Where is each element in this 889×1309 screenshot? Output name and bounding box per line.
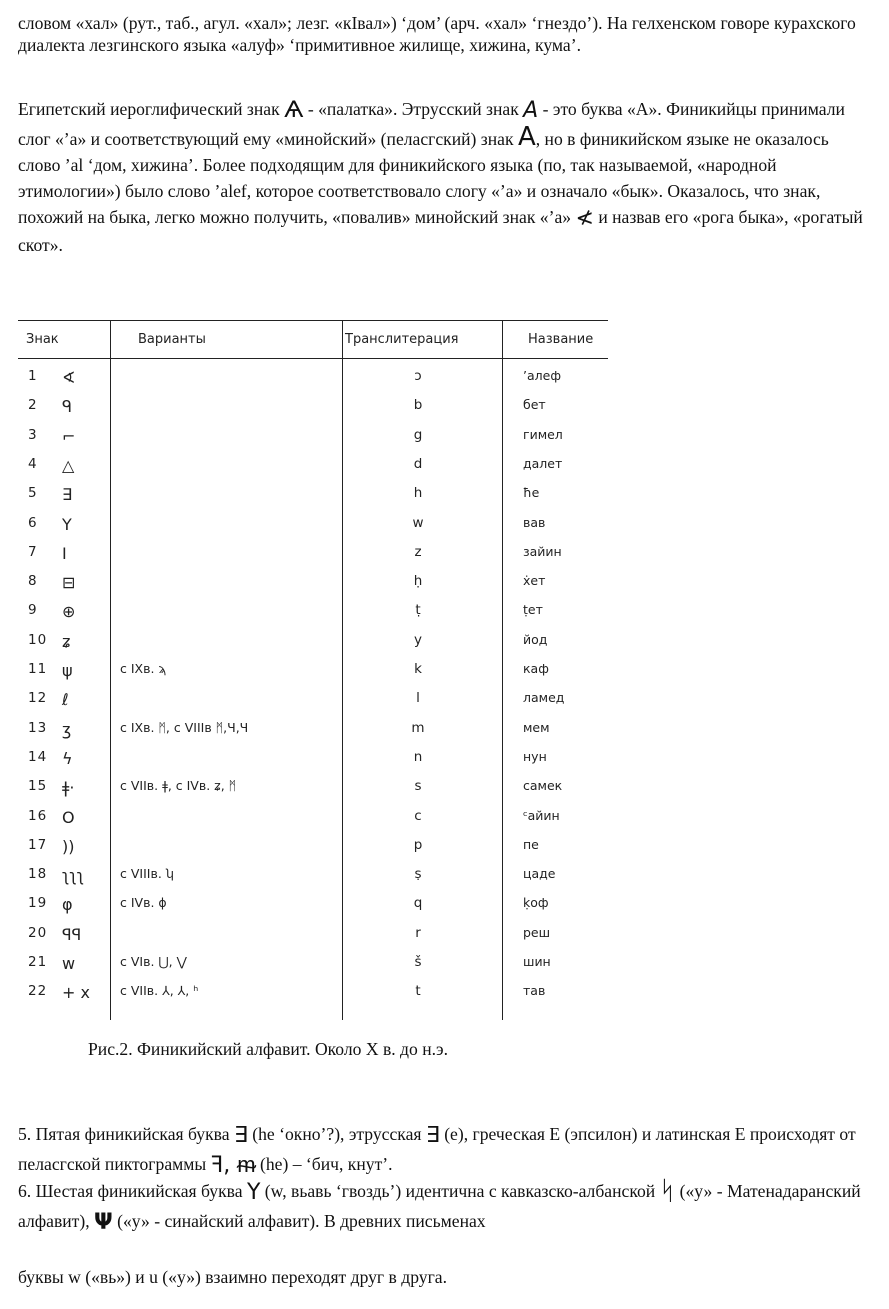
letter-name: пе xyxy=(523,836,539,852)
letter-transliteration: l xyxy=(416,690,420,707)
table-row xyxy=(18,954,608,983)
table-row xyxy=(18,837,608,866)
row-number: 19 xyxy=(28,895,48,912)
letter-sign: + x xyxy=(62,983,90,1003)
table-row xyxy=(18,368,608,397)
letter-transliteration: ṭ xyxy=(415,602,421,619)
letter-name: ḳоф xyxy=(523,895,549,911)
p5-text-b: (he ‘окно’?), этрусская xyxy=(252,1124,422,1144)
letter-sign: △ xyxy=(62,455,75,475)
table-row xyxy=(18,749,608,778)
paragraph-5 xyxy=(18,1120,868,1180)
letter-transliteration: n xyxy=(413,748,423,765)
row-number: 3 xyxy=(28,426,38,443)
letter-transliteration: q xyxy=(413,895,423,912)
paragraph-2 xyxy=(18,96,868,258)
letter-sign: ꟼꟼ xyxy=(62,924,82,944)
letter-sign: ʅʅʅ xyxy=(62,866,85,886)
table-row xyxy=(18,544,608,573)
header-sign: Знак xyxy=(26,332,59,347)
letter-sign: ∢ xyxy=(62,368,76,387)
row-number: 9 xyxy=(28,602,38,619)
phoenician-alphabet-table xyxy=(18,320,608,1020)
letter-transliteration: d xyxy=(413,455,423,472)
letter-transliteration: z xyxy=(414,543,422,560)
row-number: 6 xyxy=(28,514,38,531)
row-number: 14 xyxy=(28,748,48,765)
p6-text-b: (w, вьавь ‘гвоздь’) идентична с кавказско-албанской xyxy=(264,1181,656,1201)
p6-text-a: 6. Шестая финикийская буква xyxy=(18,1181,243,1201)
paragraph-1-text: словом «хал» (рут., таб., агул. «хал»; лезг. «кIвал») ‘дом’ (арч. «хал» ‘гнездо’). На гелхенском говоре курахского диалекта лезгинского языка «алуф» ‘примитивное жилище, хижина, кума’. xyxy=(18,13,856,55)
letter-name: цаде xyxy=(523,866,556,882)
etruscan-e-glyph-icon: ∃ xyxy=(425,1123,440,1148)
letter-transliteration: t xyxy=(415,983,421,1000)
paragraph-7 xyxy=(18,1266,868,1288)
pelasgian-whip-glyph-icon: ꟻ, ᵯ xyxy=(210,1153,256,1178)
letter-name: зайин xyxy=(523,543,562,559)
paragraph-1 xyxy=(18,12,868,56)
letter-name: мем xyxy=(523,719,550,735)
letter-sign: O xyxy=(62,807,75,827)
letter-name: вав xyxy=(523,514,546,530)
letter-name: ламед xyxy=(523,690,565,706)
table-row xyxy=(18,720,608,749)
table-top-rule xyxy=(18,320,608,321)
letter-name: самек xyxy=(523,778,563,794)
p2-text-b: - «палатка». Этрусский знак xyxy=(307,99,519,119)
letter-sign: ℓ xyxy=(62,690,69,710)
table-row xyxy=(18,602,608,631)
p2-text-a: Египетский иероглифический знак xyxy=(18,99,280,119)
etruscan-a-glyph-icon: A xyxy=(523,98,539,123)
letter-name: реш xyxy=(523,924,551,940)
letter-transliteration: ṣ xyxy=(414,866,422,883)
table-row xyxy=(18,456,608,485)
header-transliteration: Транслитерация xyxy=(345,332,459,347)
letter-sign: ∃ xyxy=(62,485,73,505)
letter-transliteration: š xyxy=(414,954,422,970)
letter-name: бет xyxy=(523,397,546,413)
table-row xyxy=(18,778,608,807)
letter-name: ’алеф xyxy=(523,368,562,383)
table-row xyxy=(18,925,608,954)
letter-variants: с IVв. ϕ xyxy=(120,895,167,911)
letter-sign: ǂ· xyxy=(62,778,75,798)
letter-sign: I xyxy=(62,543,67,563)
table-row xyxy=(18,866,608,895)
table-header-rule xyxy=(18,358,608,359)
phoenician-waw-glyph-icon: Y xyxy=(246,1180,261,1205)
letter-name: ħе xyxy=(523,485,540,501)
letter-variants: с VIв. ⋃, ⋁ xyxy=(120,954,187,969)
p7-text: буквы w («вь») и u («у») взаимно переходят друг в друга. xyxy=(18,1267,447,1287)
table-row xyxy=(18,573,608,602)
phoenician-he-glyph-icon: ∃ xyxy=(233,1123,248,1148)
sinai-u-glyph-icon: Ψ xyxy=(94,1210,113,1235)
table-row xyxy=(18,808,608,837)
letter-variants: с IXв. ϡ xyxy=(120,661,167,676)
letter-sign: ⊕ xyxy=(62,602,76,622)
p6-text-d: («у» - синайский алфавит). В древних письменах xyxy=(117,1211,486,1231)
letter-transliteration: y xyxy=(414,631,422,648)
row-number: 12 xyxy=(28,690,48,707)
table-row xyxy=(18,485,608,514)
letter-variants: с VIIв. ǂ, с IVв. ʑ, ᛗ xyxy=(120,778,237,794)
letter-transliteration: p xyxy=(413,836,423,853)
letter-transliteration: w xyxy=(412,514,424,531)
letter-sign: w xyxy=(62,954,76,973)
letter-sign: ⊟ xyxy=(62,573,76,593)
letter-sign: ⌐ xyxy=(62,426,76,446)
letter-sign: ψ xyxy=(62,661,73,680)
row-number: 2 xyxy=(28,397,38,414)
letter-sign: ʒ xyxy=(62,719,72,739)
letter-transliteration: b xyxy=(413,397,423,414)
p2-text-d: , но в финикийском языке не оказалось слово ’al ‘дом, хижина’. Более подходящим для финикийского языка (по, так называемой, «народной этимологии») было слово ’alef, которое соответствовало слогу «’а» и означало «бык». Оказалось, что знак, похожий на быка, легко можно получить, «повалив» минойский знак «’а» xyxy=(18,129,829,227)
letter-transliteration: k xyxy=(414,661,422,677)
row-number: 20 xyxy=(28,924,48,941)
p5-text-d: (he) – ‘бич, кнут’. xyxy=(260,1154,393,1174)
letter-name: нун xyxy=(523,748,547,764)
row-number: 5 xyxy=(28,485,38,502)
letter-transliteration: r xyxy=(415,924,421,941)
letter-transliteration: ḥ xyxy=(413,573,423,590)
table-row xyxy=(18,427,608,456)
row-number: 16 xyxy=(28,807,48,824)
figure-caption: Рис.2. Финикийский алфавит. Около X в. до н.э. xyxy=(88,1039,448,1059)
p5-text-c: (е), греческая Е (эпсилон) и латинская Е происходят от пеласгской пиктограммы xyxy=(18,1124,856,1174)
row-number: 15 xyxy=(28,778,48,795)
row-number: 22 xyxy=(28,983,48,1000)
egyptian-tent-glyph-icon: Ѧ xyxy=(284,98,304,123)
letter-sign: φ xyxy=(62,895,73,915)
p2-text-e: и назвав его «рога быка», «рогатый скот». xyxy=(18,207,863,255)
table-row xyxy=(18,397,608,426)
row-number: 7 xyxy=(28,543,38,560)
p2-text-c: - это буква «А». Финикийцы принимали слог «’а» и соответствующий ему «минойский» (пеласгский) знак xyxy=(18,99,845,149)
letter-variants: с VIIIв. ʮ xyxy=(120,866,175,882)
letter-sign: )) xyxy=(62,836,75,856)
letter-name: далет xyxy=(523,455,563,471)
table-row xyxy=(18,515,608,544)
letter-sign: ʑ xyxy=(62,631,71,651)
letter-name: ẋет xyxy=(523,573,546,589)
letter-name: ᶜайин xyxy=(523,807,560,823)
row-number: 21 xyxy=(28,954,48,970)
letter-name: гимел xyxy=(523,426,563,442)
row-number: 4 xyxy=(28,455,38,472)
letter-name: тав xyxy=(523,983,546,999)
letter-transliteration: ɔ xyxy=(414,368,422,384)
row-number: 1 xyxy=(28,368,38,384)
letter-transliteration: c xyxy=(414,807,422,824)
header-name: Название xyxy=(528,332,594,347)
table-row xyxy=(18,895,608,924)
table-row xyxy=(18,983,608,1012)
row-number: 13 xyxy=(28,719,48,736)
letter-name: каф xyxy=(523,661,549,676)
header-variants: Варианты xyxy=(138,332,206,347)
table-row xyxy=(18,661,608,690)
letter-variants: с IXв. ᛗ, с VIIIв ᛗ,Ч,Ч xyxy=(120,719,249,735)
row-number: 10 xyxy=(28,631,48,648)
row-number: 8 xyxy=(28,573,38,590)
letter-name: шин xyxy=(523,954,551,969)
ox-glyph-icon: ≮ xyxy=(575,206,594,231)
paragraph-6 xyxy=(18,1177,868,1237)
letter-name: ṭет xyxy=(523,602,543,618)
letter-transliteration: h xyxy=(413,485,423,502)
letter-transliteration: s xyxy=(414,778,422,795)
letter-name: йод xyxy=(523,631,548,647)
p5-text-a: 5. Пятая финикийская буква xyxy=(18,1124,230,1144)
letter-transliteration: m xyxy=(411,719,425,736)
albanian-u-glyph-icon: ᛋ xyxy=(659,1176,676,1206)
row-number: 11 xyxy=(28,661,48,677)
letter-sign: ᑫ xyxy=(62,397,73,417)
row-number: 18 xyxy=(28,866,48,883)
letter-sign: ϟ xyxy=(62,748,73,768)
table-row xyxy=(18,632,608,661)
minoan-a-glyph-icon: A xyxy=(517,122,536,152)
letter-variants: с VIIв. ⅄, ⅄, ʰ xyxy=(120,983,199,999)
letter-transliteration: g xyxy=(413,426,423,443)
table-row xyxy=(18,690,608,719)
row-number: 17 xyxy=(28,836,48,853)
p6-text-c: («у» - Матенадаранский алфавит), xyxy=(18,1181,861,1231)
letter-sign: Y xyxy=(62,514,72,534)
